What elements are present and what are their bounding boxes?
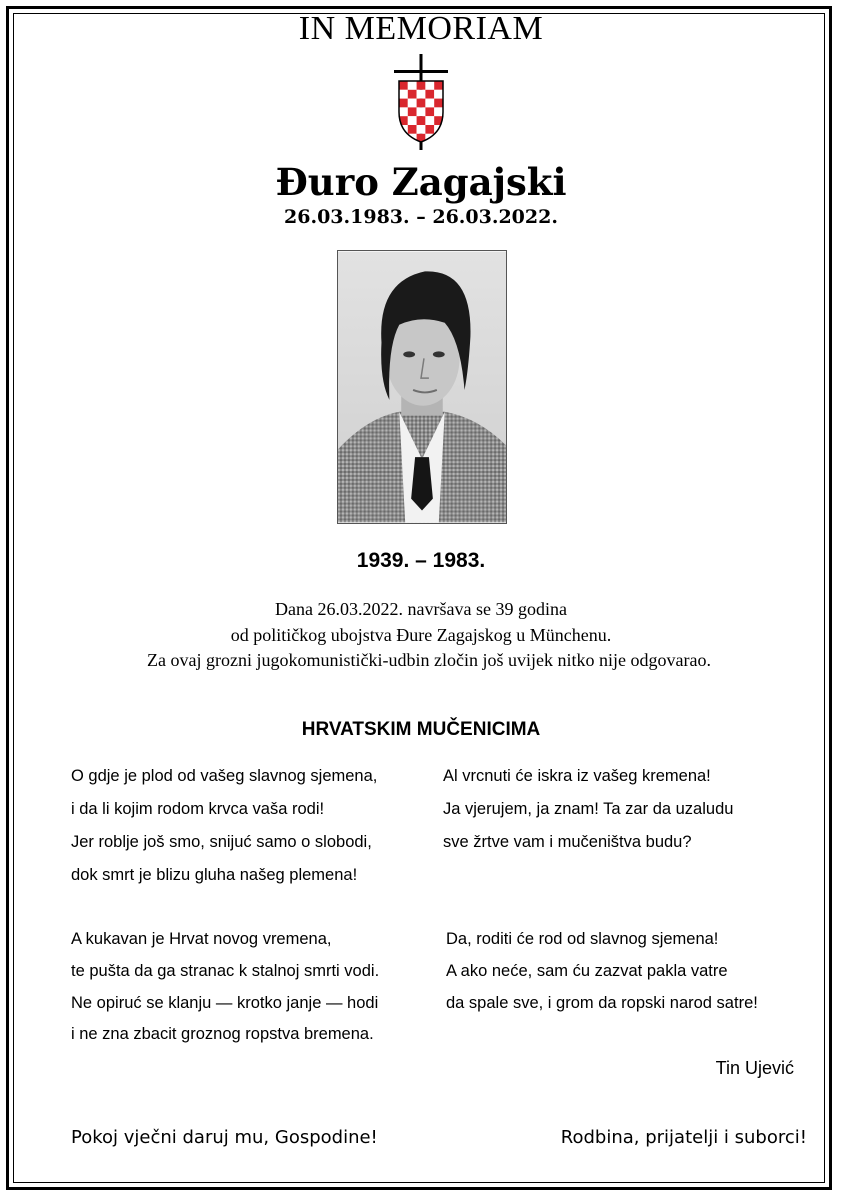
footer-signature: Rodbina, prijatelji i suborci!	[560, 1127, 807, 1148]
person-name: Đuro Zagajski	[275, 160, 567, 204]
notice-line: od političkog ubojstva Đure Zagajskog u Münchenu.	[230, 625, 612, 645]
poem-verse: Ne opiruć se klanju — krotko janje — hodi	[71, 994, 379, 1012]
poem-title: HRVATSKIM MUČENICIMA	[301, 719, 541, 740]
portrait-photo	[337, 250, 507, 524]
poem-author: Tin Ujević	[715, 1058, 794, 1078]
poem-verse: Jer roblje još smo, snijuć samo o slobodi,	[71, 833, 372, 851]
poem-verse: Da, roditi će rod od slavnog sjemena!	[446, 930, 719, 948]
poem-verse: A ako neće, sam ću zazvat pakla vatre	[446, 962, 728, 980]
life-years: 1939. – 1983.	[356, 549, 486, 572]
poem-verse: sve žrtve vam i mučeništva budu?	[443, 833, 692, 851]
poem-verse: da spale sve, i grom da ropski narod satre!	[446, 994, 758, 1012]
poem-verse: i da li kojim rodom krvca vaša rodi!	[71, 800, 325, 818]
page-title: IN MEMORIAM	[298, 10, 544, 47]
footer-prayer: Pokoj vječni daruj mu, Gospodine!	[71, 1127, 378, 1148]
poem-verse: A kukavan je Hrvat novog vremena,	[71, 930, 332, 948]
notice-line: Dana 26.03.2022. navršava se 39 godina	[275, 599, 567, 619]
poem-verse: Al vrcnuti će iskra iz vašeg kremena!	[443, 767, 711, 785]
poem-verse: te pušta da ga stranac k stalnoj smrti vodi.	[71, 962, 380, 980]
notice-line: Za ovaj grozni jugokomunistički-udbin zločin još uvijek nitko nije odgovarao.	[147, 650, 711, 670]
poem-verse: i ne zna zbacit groznog ropstva bremena.	[71, 1025, 374, 1043]
poem-verse: O gdje je plod od vašeg slavnog sjemena,	[71, 767, 378, 785]
poem-verse: dok smrt je blizu gluha našeg plemena!	[71, 866, 358, 884]
memorial-dates: 26.03.1983. – 26.03.2022.	[284, 206, 558, 228]
poem-verse: Ja vjerujem, ja znam! Ta zar da uzaludu	[443, 800, 734, 818]
coat-of-arms-icon	[390, 54, 452, 150]
